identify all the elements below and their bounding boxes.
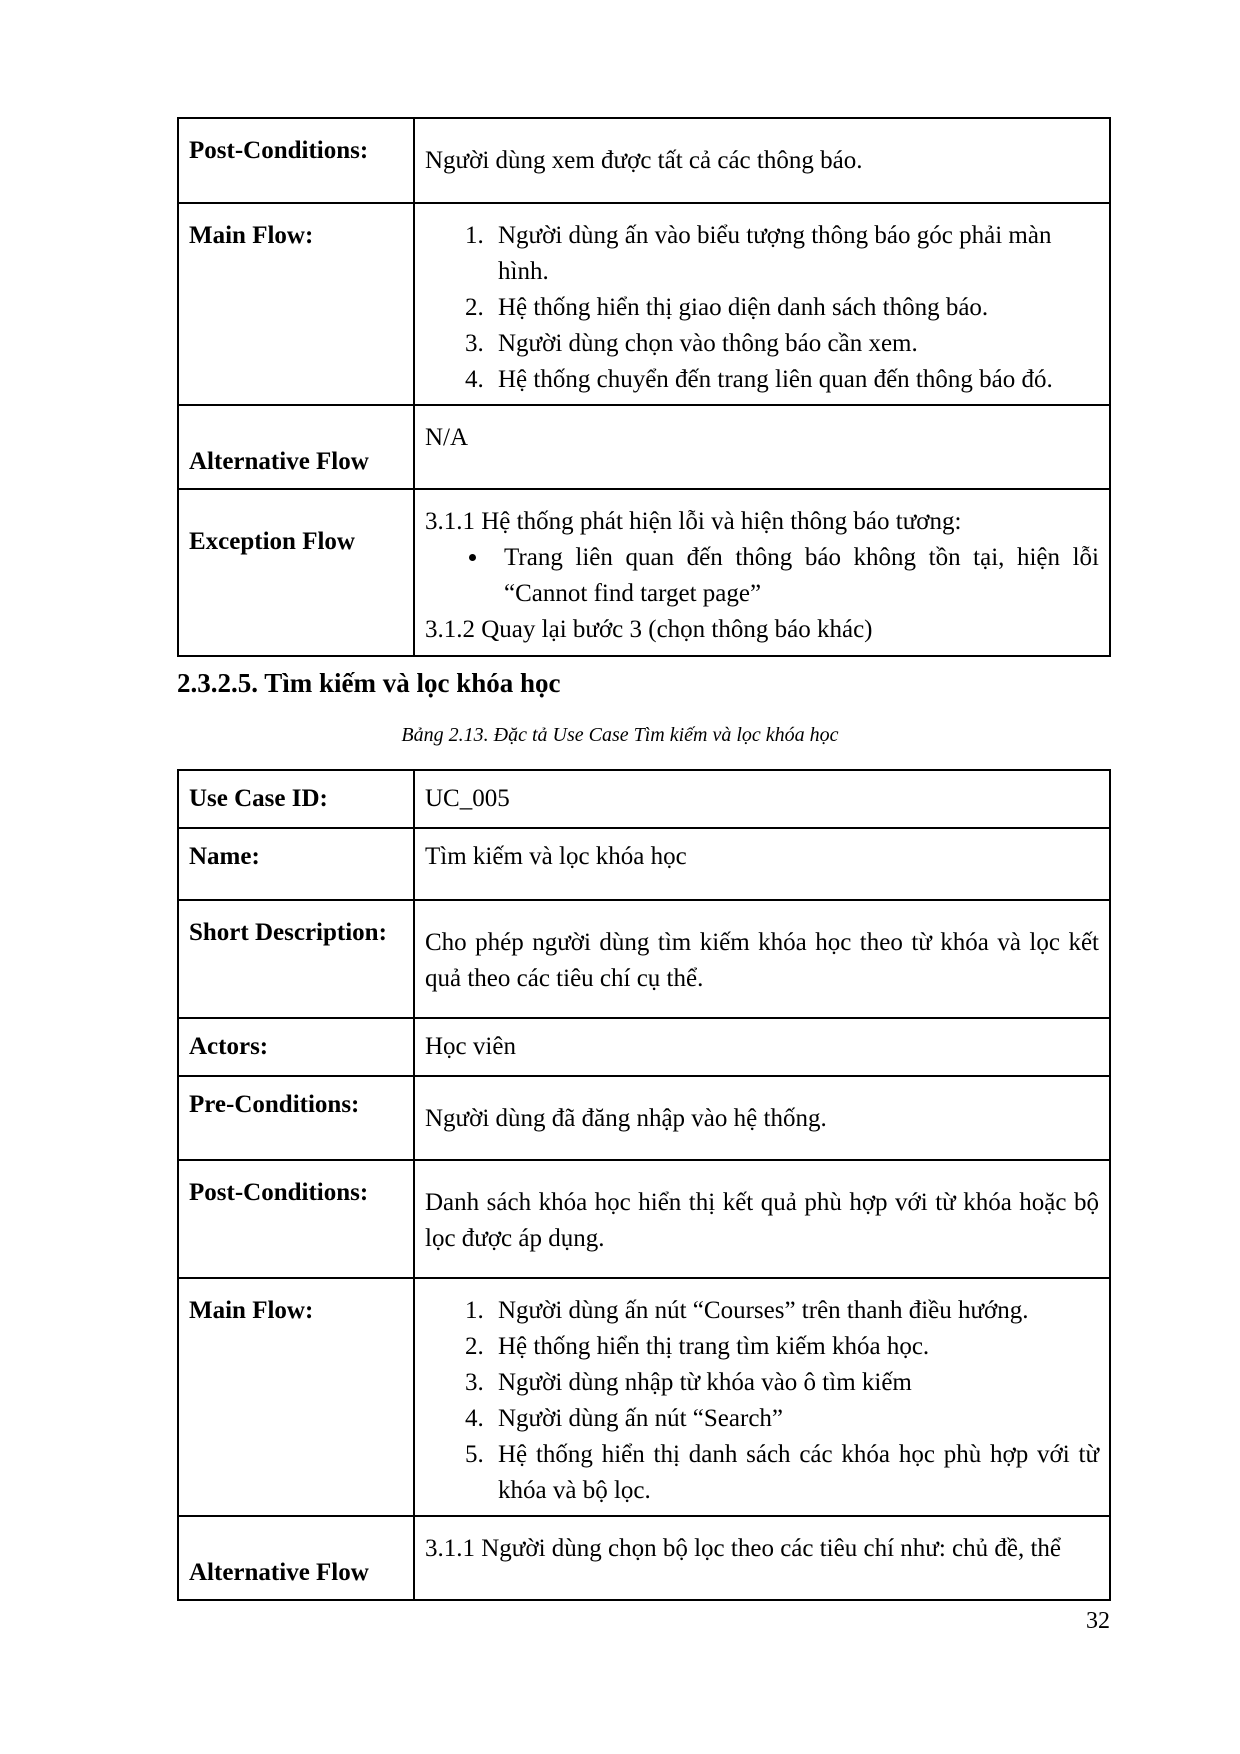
page-number: 32	[1086, 1608, 1110, 1634]
row-label: Name:	[178, 828, 414, 900]
row-value: UC_005	[414, 770, 1110, 828]
main-flow-list	[425, 1293, 1099, 1509]
list-item: 1. Người dùng ấn nút “Courses” trên thanh điều hướng.	[490, 1293, 1099, 1329]
main-flow-list	[425, 218, 1099, 398]
list-item: 2. Hệ thống hiển thị giao diện danh sách thông báo.	[490, 290, 1099, 326]
row-value: Tìm kiếm và lọc khóa học	[414, 828, 1110, 900]
list-item: 4. Người dùng ấn nút “Search”	[490, 1401, 1099, 1437]
table-row	[178, 1076, 1110, 1160]
exception-line: 3.1.1 Hệ thống phát hiện lỗi và hiện thông báo tương:	[425, 508, 962, 535]
row-label: Actors:	[178, 1018, 414, 1076]
table-row	[178, 1160, 1110, 1278]
exception-line: 3.1.2 Quay lại bước 3 (chọn thông báo khác)	[425, 616, 873, 643]
row-value	[414, 203, 1110, 405]
row-label: Post-Conditions:	[178, 1160, 414, 1278]
row-label: Alternative Flow	[178, 1516, 414, 1600]
table-row	[178, 405, 1110, 489]
row-value: Học viên	[414, 1018, 1110, 1076]
row-label: Pre-Conditions:	[178, 1076, 414, 1160]
row-value	[414, 489, 1110, 656]
list-item: 4. Hệ thống chuyển đến trang liên quan đến thông báo đó.	[490, 362, 1099, 398]
row-value: Người dùng xem được tất cả các thông báo.	[414, 118, 1110, 203]
row-label: Exception Flow	[178, 489, 414, 656]
table-row	[178, 489, 1110, 656]
table-row	[178, 1278, 1110, 1516]
use-case-table-search-courses	[177, 769, 1111, 1601]
use-case-table-notifications	[177, 117, 1111, 657]
row-value: N/A	[414, 405, 1110, 489]
section-heading: 2.3.2.5. Tìm kiếm và lọc khóa học	[177, 668, 561, 698]
row-label: Short Description:	[178, 900, 414, 1018]
table-row	[178, 118, 1110, 203]
list-item: 3. Người dùng chọn vào thông báo cần xem.	[490, 326, 1099, 362]
row-label: Main Flow:	[178, 1278, 414, 1516]
list-item: 3. Người dùng nhập từ khóa vào ô tìm kiếm	[490, 1365, 1099, 1401]
row-value: Người dùng đã đăng nhập vào hệ thống.	[414, 1076, 1110, 1160]
list-item: 5. Hệ thống hiển thị danh sách các khóa học phù hợp với từ khóa và bộ lọc.	[490, 1437, 1099, 1509]
list-item: 2. Hệ thống hiển thị trang tìm kiếm khóa học.	[490, 1329, 1099, 1365]
row-label: Post-Conditions:	[178, 118, 414, 203]
table-row	[178, 770, 1110, 828]
row-value	[414, 1278, 1110, 1516]
row-value: 3.1.1 Người dùng chọn bộ lọc theo các tiêu chí như: chủ đề, thể	[414, 1516, 1110, 1600]
row-label: Use Case ID:	[178, 770, 414, 828]
row-label: Alternative Flow	[178, 405, 414, 489]
exception-bullet-list	[425, 540, 1099, 612]
table-row	[178, 1516, 1110, 1600]
table-caption: Bảng 2.13. Đặc tả Use Case Tìm kiếm và lọc khóa học	[401, 724, 839, 746]
row-value: Danh sách khóa học hiển thị kết quả phù hợp với từ khóa hoặc bộ lọc được áp dụng.	[414, 1160, 1110, 1278]
table-row	[178, 900, 1110, 1018]
table-row	[178, 203, 1110, 405]
row-label: Main Flow:	[178, 203, 414, 405]
list-item: 1. Người dùng ấn vào biểu tượng thông báo góc phải màn hình.	[490, 218, 1099, 290]
table-row	[178, 1018, 1110, 1076]
row-value: Cho phép người dùng tìm kiếm khóa học theo từ khóa và lọc kết quả theo các tiêu chí cụ thể.	[414, 900, 1110, 1018]
list-item: • Trang liên quan đến thông báo không tồn tại, hiện lỗi “Cannot find target page”	[490, 540, 1099, 612]
table-row	[178, 828, 1110, 900]
